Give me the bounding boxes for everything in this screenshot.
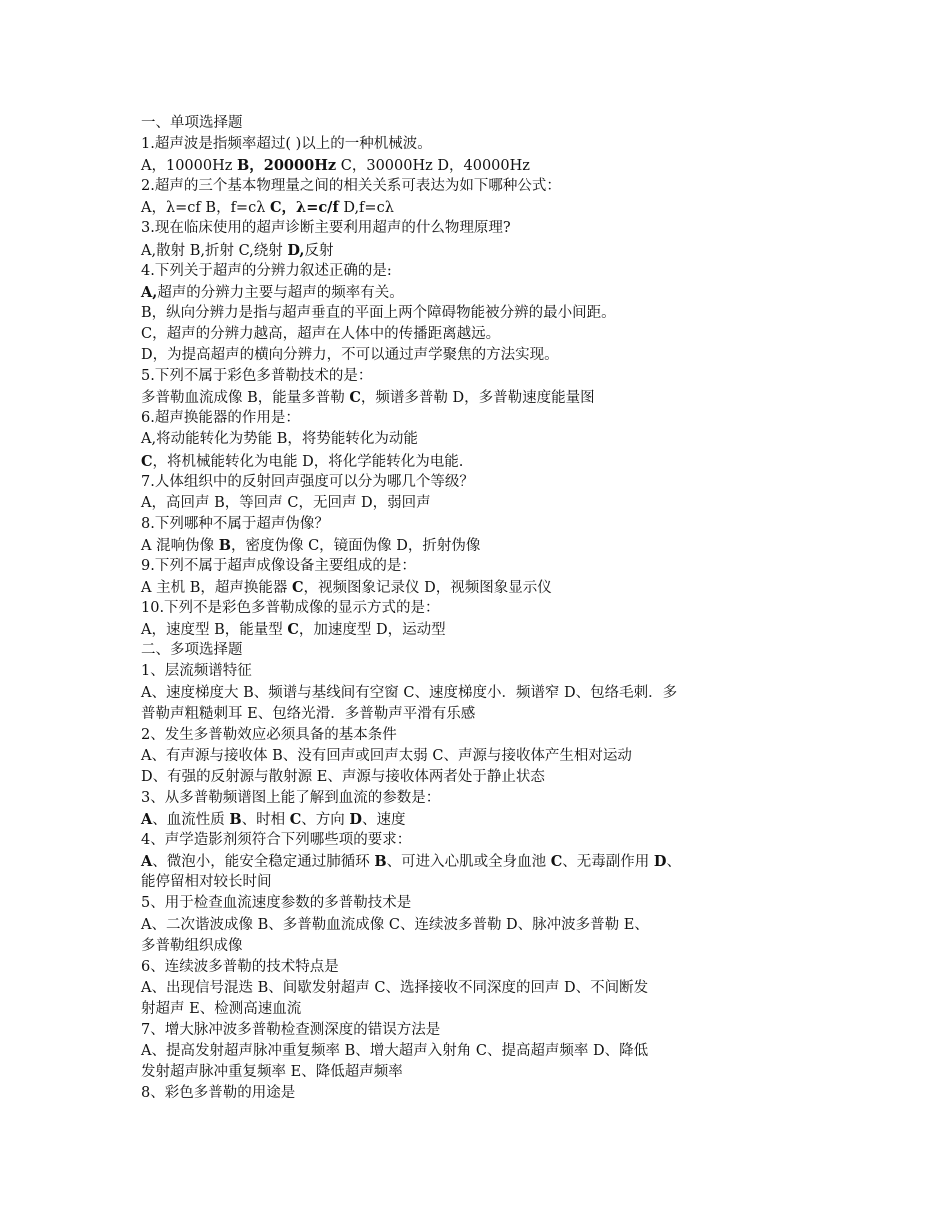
text-line [141,345,841,366]
text-segment: B [218,536,231,554]
text-segment: 射超声 E、检测高速血流 [141,1000,302,1017]
text-line [141,429,841,450]
text-line [141,577,841,598]
text-segment: 发射超声脉冲重复频率 E、降低超声频率 [141,1064,403,1081]
text-segment: 、微泡小，能安全稳定通过肺循环 [152,854,375,871]
text-line [141,598,841,619]
text-line [141,261,841,282]
text-segment: ，频谱多普勒 D，多普勒速度能量图 [360,390,595,407]
text-line [141,1041,841,1062]
text-segment: A，速度型 B，能量型 [141,622,288,639]
text-segment: 7、增大脉冲波多普勒检查测深度的错误方法是 [141,1022,441,1039]
text-line [141,640,841,661]
text-line [141,704,841,725]
text-segment: ，视频图象记录仪 D，视频图象显示仪 [303,580,552,597]
text-segment: A，10000Hz [141,158,237,175]
text-segment: A [141,853,153,871]
text-segment: 6.超声换能器的作用是： [141,410,300,427]
text-line [141,324,841,345]
text-segment: A，λ=cf B，f=cλ [141,200,270,217]
text-segment: 、时相 [241,812,290,829]
text-segment: 、无毒副作用 [562,854,654,871]
text-segment: 超声的分辨力主要与超声的频率有关。 [157,284,404,301]
text-segment: 反射 [304,242,334,259]
text-line [141,957,841,978]
text-segment: 普勒声粗糙刺耳 E、包络光滑．多普勒声平滑有乐感 [141,705,476,722]
text-segment: 、 [666,854,681,871]
text-segment: D，为提高超声的横向分辨力，不可以通过声学聚焦的方法实现。 [141,347,559,364]
text-segment: 、速度 [361,812,406,829]
text-line [141,493,841,514]
text-segment: 4.下列关于超声的分辨力叙述正确的是: [141,262,392,279]
text-segment: 5.下列不属于彩色多普勒技术的是： [141,368,373,385]
text-segment: 8、彩色多普勒的用途是 [141,1085,296,1102]
text-segment: A、二次谐波成像 B、多普勒血流成像 C、连续波多普勒 D、脉冲波多普勒 E、 [141,916,649,933]
text-segment: 、可进入心肌或全身血池 [386,854,551,871]
text-segment: 一、单项选择题 [141,115,243,131]
text-line [141,1083,841,1104]
text-line [141,893,841,914]
text-line [141,472,841,493]
text-line [141,851,841,872]
text-segment: D, [287,241,305,259]
text-line [141,556,841,577]
text-line [141,936,841,957]
text-line [141,661,841,682]
text-line [141,809,841,830]
text-segment: 9.下列不属于超声成像设备主要组成的是： [141,557,416,574]
text-segment: C [291,579,304,597]
text-segment: 7.人体组织中的反射回声强度可以分为哪几个等级？ [141,473,474,490]
text-line [141,1062,841,1083]
text-segment: A、提高发射超声脉冲重复频率 B、增大超声入射角 C、提高超声频率 D、降低 [141,1043,649,1060]
text-segment: ，将机械能转化为电能 D，将化学能转化为电能. [152,453,464,470]
text-segment: 3、从多普勒频谱图上能了解到血流的参数是： [141,790,441,806]
text-segment: 2.超声的三个基本物理量之间的相关关系可表达为如下哪种公式： [141,178,561,195]
text-segment: D,f=cλ [338,200,394,217]
text-segment: A 主机 B，超声换能器 [141,580,292,597]
text-line [141,197,841,218]
text-segment: B，20000Hz [237,157,337,175]
text-segment: B，纵向分辨力是指与超声垂直的平面上两个障碍物能被分辨的最小间距。 [141,304,616,321]
text-line [141,408,841,429]
text-segment: A 混响伪像 [141,537,219,554]
text-line [141,218,841,239]
text-line [141,303,841,324]
text-line [141,535,841,556]
text-segment: 6、连续波多普勒的技术特点是 [141,958,339,975]
text-segment: 1、层流频谱特征 [141,663,252,680]
text-line [141,113,841,134]
text-line [141,746,841,767]
text-line [141,176,841,197]
text-line [141,978,841,999]
text-line [141,872,841,893]
text-segment: C [141,452,153,470]
text-segment: D [653,853,667,871]
text-segment: 多普勒血流成像 B，能量多普勒 [141,390,350,407]
text-segment: 8.下列哪种不属于超声伪像？ [141,515,329,532]
text-segment: 二、多项选择题 [141,642,243,659]
text-segment: A、有声源与接收体 B、没有回声或回声太弱 C、声源与接收体产生相对运动 [141,747,632,764]
text-segment: 多普勒组织成像 [141,937,243,954]
text-segment: C [550,853,563,871]
text-segment: A [141,811,153,829]
text-segment: A,散射 B,折射 C,绕射 [141,242,288,259]
text-segment: D、有强的反射源与散射源 E、声源与接收体两者处于静止状态 [141,768,545,785]
text-segment: C，λ=c/f [270,199,339,217]
text-line [141,451,841,472]
text-line [141,788,841,809]
text-segment: 5、用于检查血流速度参数的多普勒技术是 [141,895,412,912]
text-line [141,683,841,704]
text-segment: 、方向 [301,812,350,829]
text-line [141,1020,841,1041]
text-segment: A，高回声 B，等回声 C，无回声 D，弱回声 [141,494,431,511]
text-segment: A、出现信号混迭 B、间歇发射超声 C、选择接收不同深度的回声 D、不间断发 [141,979,649,996]
text-line [141,282,841,303]
text-segment: 能停留相对较长时间 [141,874,272,891]
text-segment: ，密度伪像 C，镜面伪像 D，折射伪像 [230,537,481,554]
text-segment: 、血流性质 [152,812,230,829]
text-segment: B [374,853,387,871]
text-segment: D [349,811,362,829]
text-line [141,155,841,176]
text-segment: 2、发生多普勒效应必须具备的基本条件 [141,726,397,743]
text-segment: 3.现在临床使用的超声诊断主要利用超声的什么物理原理? [141,220,511,237]
text-line [141,366,841,387]
text-segment: B [229,811,242,829]
text-line [141,619,841,640]
text-segment: 10.下列不是彩色多普勒成像的显示方式的是： [141,600,440,617]
text-line [141,830,841,851]
text-segment: C，超声的分辨力越高，超声在人体中的传播距离越远。 [141,325,501,342]
document-page [141,113,841,1104]
text-line [141,999,841,1020]
text-line [141,915,841,936]
text-segment: C，30000Hz D，40000Hz [336,158,530,175]
text-segment: A, [141,283,158,301]
text-segment: C [349,389,361,407]
text-line [141,725,841,746]
text-line [141,514,841,535]
text-line [141,767,841,788]
text-segment: C [289,811,302,829]
text-segment: C [287,621,299,639]
text-segment: A,将动能转化为势能 B，将势能转化为动能 [141,431,418,448]
text-segment: A、速度梯度大 B、频谱与基线间有空窗 C、速度梯度小．频谱窄 D、包络毛刺．多 [141,684,678,701]
text-segment: ，加速度型 D，运动型 [298,622,446,639]
text-segment: 1.超声波是指频率超过( )以上的一种机械波。 [141,136,432,153]
text-line [141,134,841,155]
text-line [141,240,841,261]
text-segment: 4、声学造影剂须符合下列哪些项的要求： [141,832,412,849]
text-line [141,387,841,408]
